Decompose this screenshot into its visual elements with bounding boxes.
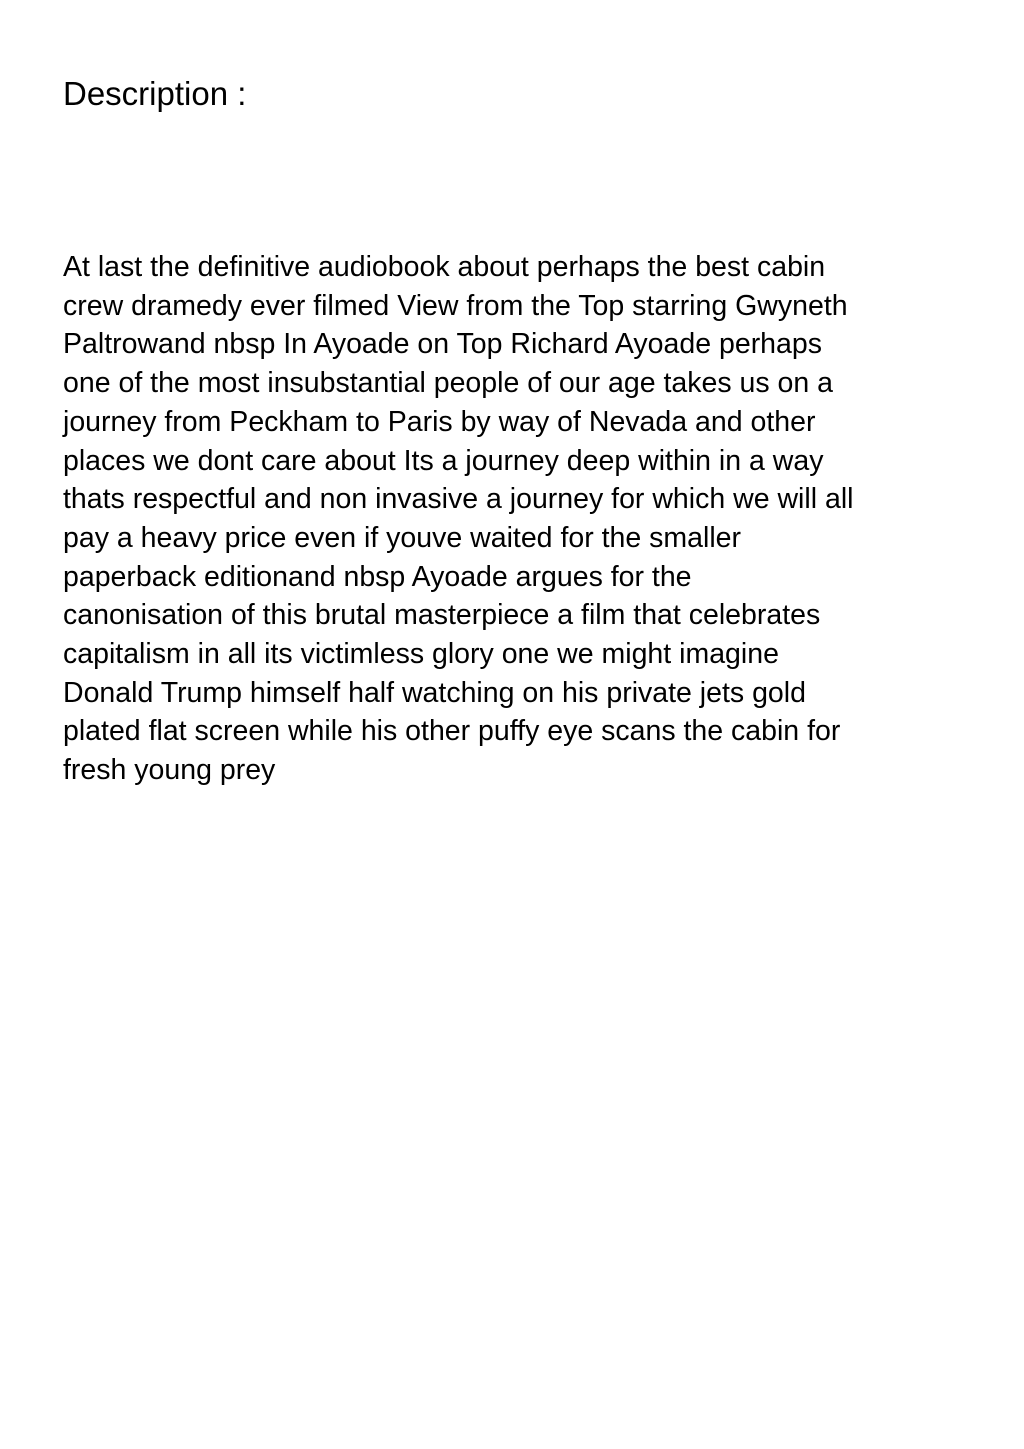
body-line: journey from Peckham to Paris by way of Nevada and other <box>63 405 816 438</box>
body-line: crew dramedy ever filmed View from the Top starring Gwyneth <box>63 289 848 322</box>
body-line: Donald Trump himself half watching on his private jets gold <box>63 676 806 709</box>
body-line: places we dont care about Its a journey deep within in a way <box>63 444 824 477</box>
body-line: capitalism in all its victimless glory one we might imagine <box>63 638 779 671</box>
description-body <box>63 248 1003 790</box>
body-line: fresh young prey <box>63 754 276 787</box>
body-line: paperback editionand nbsp Ayoade argues for the <box>63 560 692 593</box>
description-heading: Description : <box>63 75 247 112</box>
body-line: plated flat screen while his other puffy eye scans the cabin for <box>63 715 841 748</box>
body-line: thats respectful and non invasive a journey for which we will all <box>63 483 854 516</box>
body-line: pay a heavy price even if youve waited for the smaller <box>63 521 742 554</box>
body-line: canonisation of this brutal masterpiece a film that celebrates <box>63 599 821 632</box>
body-line: Paltrowand nbsp In Ayoade on Top Richard Ayoade perhaps <box>63 328 822 361</box>
body-line: At last the definitive audiobook about perhaps the best cabin <box>63 251 826 283</box>
body-line: one of the most insubstantial people of our age takes us on a <box>63 367 834 400</box>
